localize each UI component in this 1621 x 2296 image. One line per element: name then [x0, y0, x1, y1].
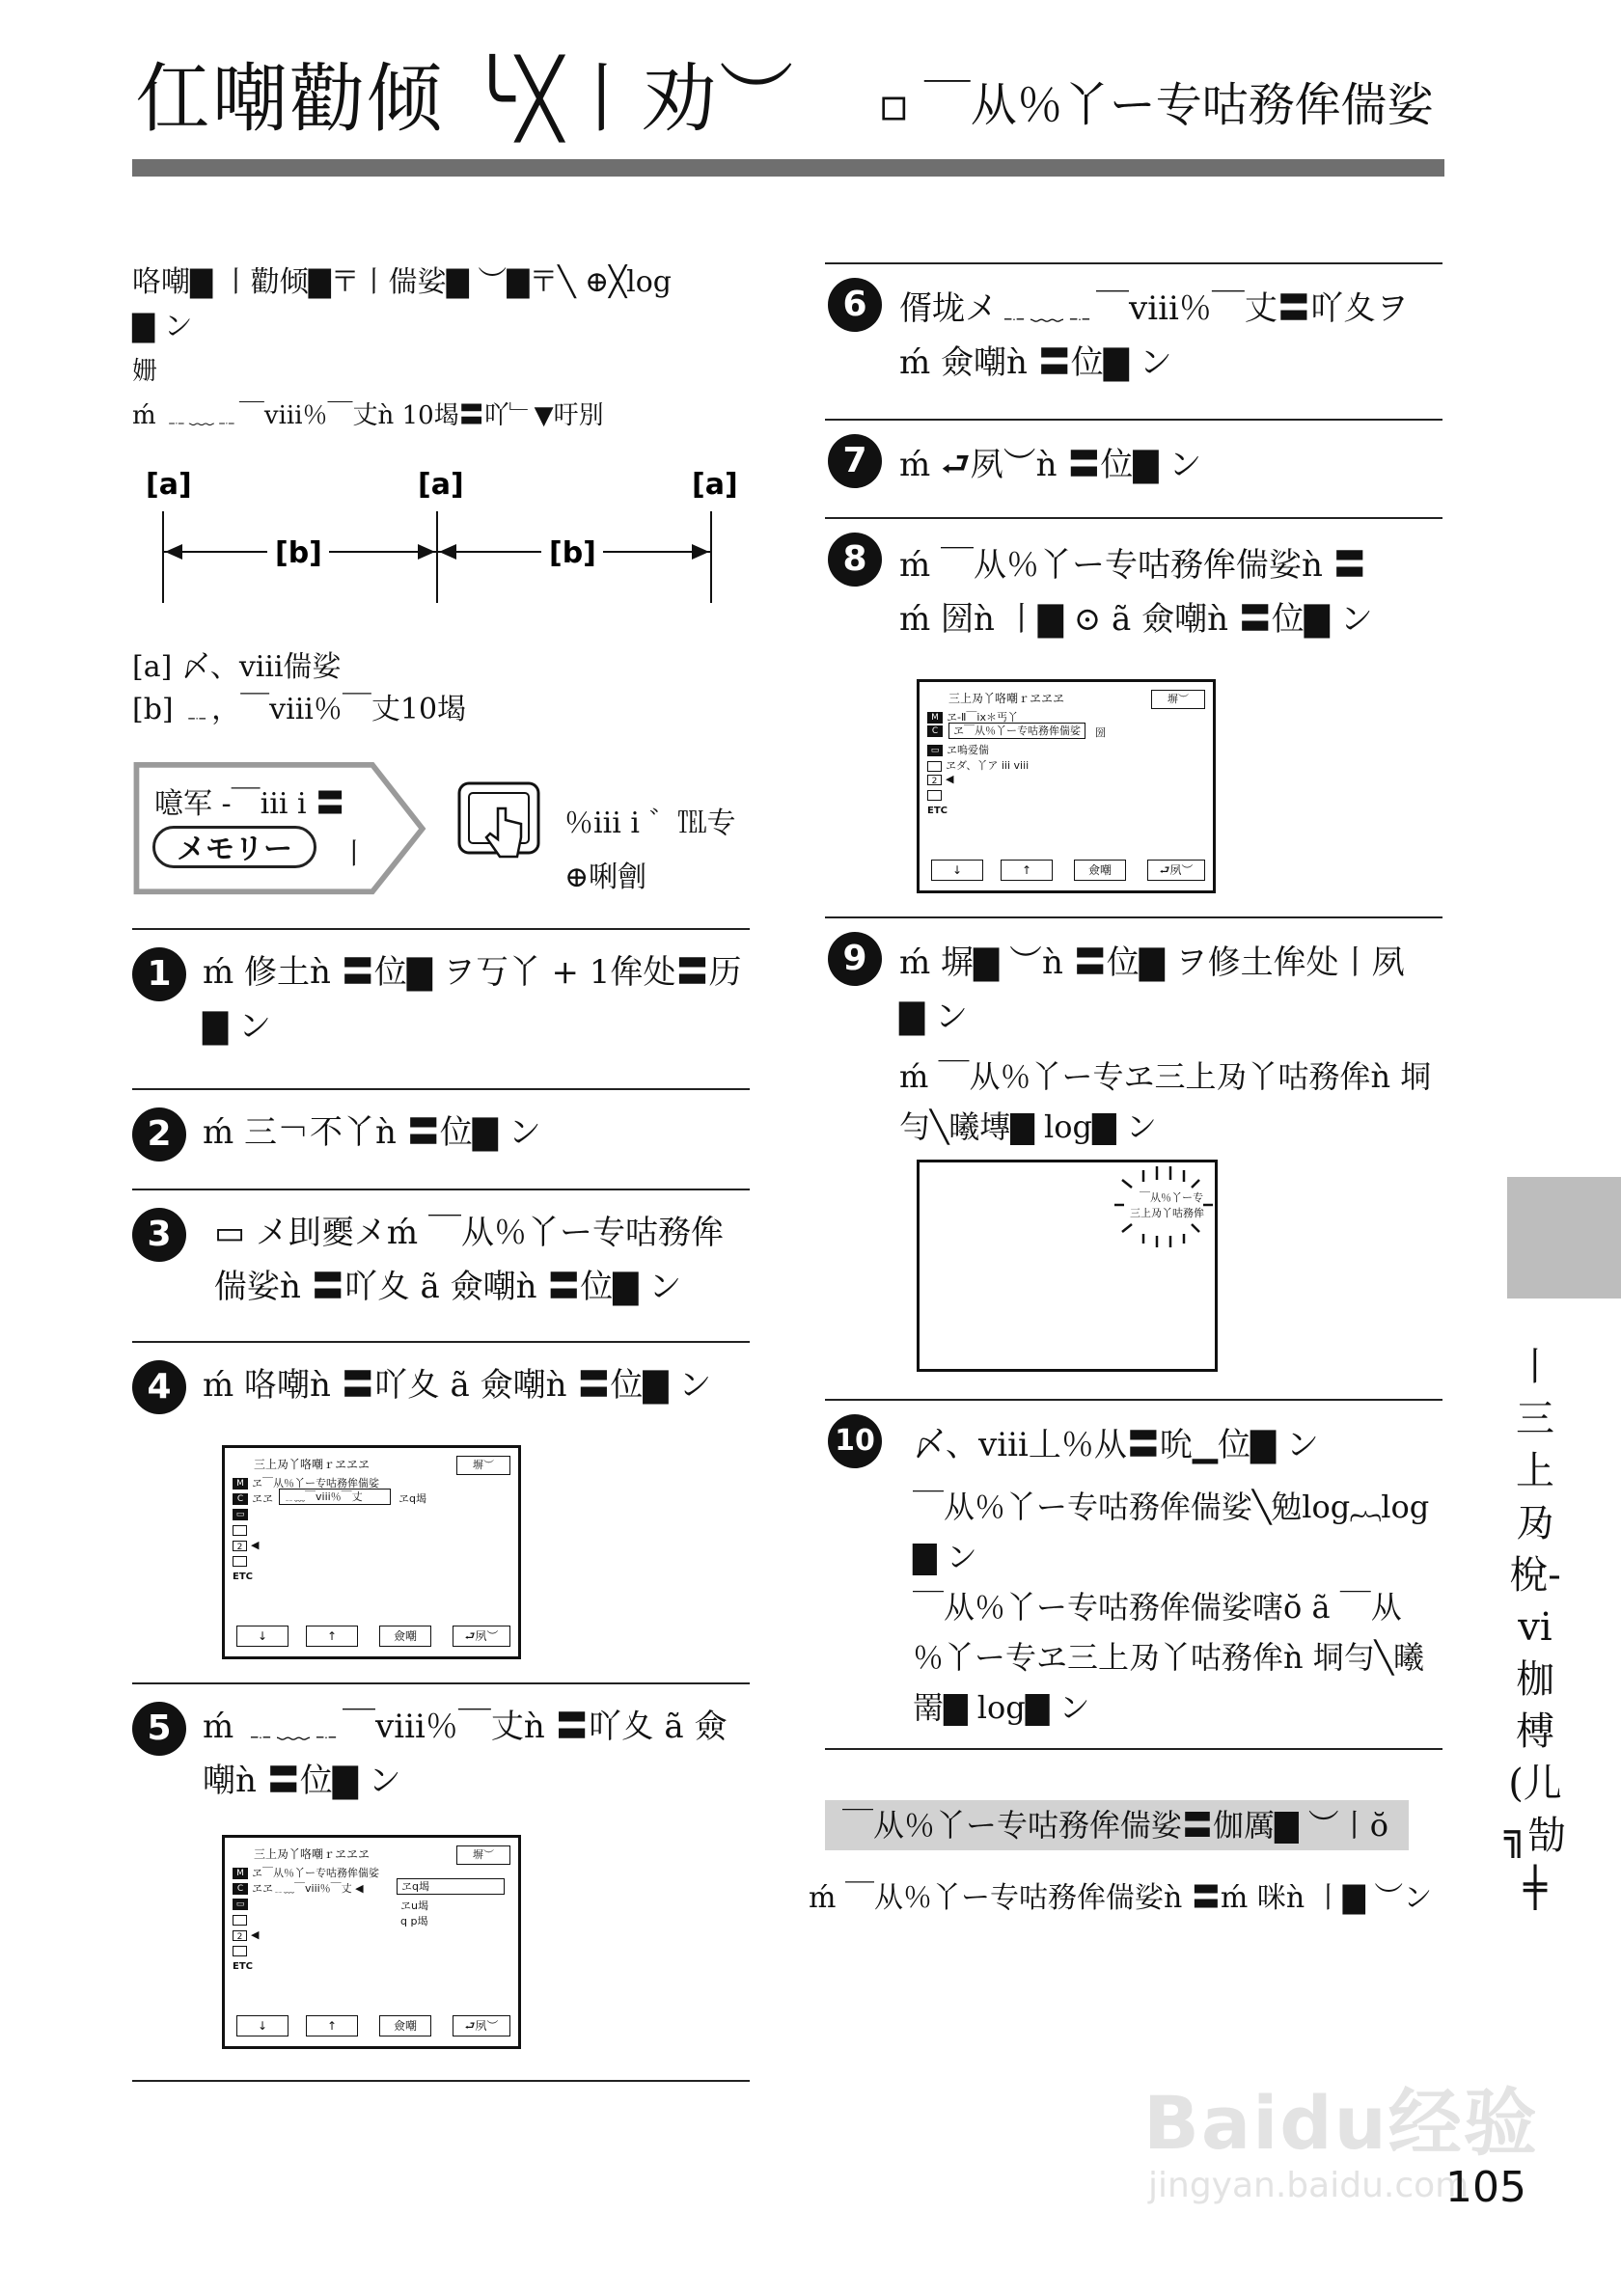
- menu-etc: ETC: [233, 1572, 253, 1582]
- screen-row: C ヱヱ: [233, 1490, 273, 1506]
- menu-icon-tape: ▭: [233, 1899, 248, 1910]
- page-number: 105: [1445, 2163, 1526, 2212]
- step-10-line-3: ▇ ン: [913, 1539, 977, 1575]
- step-number-7: 7: [828, 434, 882, 488]
- touch-line-1: ％iii i ゛℡专: [564, 806, 736, 840]
- menu-icon-settings: [927, 790, 942, 801]
- menu-screen-step-4: [222, 1445, 521, 1659]
- flash-text-1: ￣从％丫ー专: [1140, 1191, 1203, 1204]
- step-3-line-2: 偳娑ǹ 〓吖夊 ã 僉嘲ǹ 〓位▇ ン: [214, 1268, 682, 1306]
- selected-menu-box: ﹎﹏￣viii％￣丈: [279, 1489, 391, 1505]
- diagram-label-b-right: [b]: [549, 536, 596, 570]
- chapter-side-tab: [1507, 1177, 1621, 1298]
- step-10-line-5: ％丫ー专ヱ三上夃丫咕務侔ǹ 垌勻╲曦: [913, 1639, 1425, 1676]
- menu-icon-tape: ▭: [233, 1509, 248, 1520]
- menu-screen-step-8: [917, 679, 1216, 893]
- menu-etc: ETC: [927, 806, 948, 816]
- touch-panel-icon: [455, 779, 542, 866]
- step-3-text: [214, 1206, 724, 1314]
- chapter-side-label: 丨三上夃梲-vi枷榑(儿╗勂╪: [1503, 1345, 1567, 1910]
- step-divider: [825, 419, 1442, 421]
- menu-etc: ETC: [233, 1961, 253, 1972]
- intro-line-4: ḿ ﹎﹏﹎￣viii％￣丈ǹ 10堨〓吖﹂▼吁別: [132, 401, 604, 430]
- screen-title: 三上夃丫咯嘲ｒヱヱヱ: [948, 692, 1065, 705]
- up-button[interactable]: ↑: [306, 1626, 358, 1647]
- diagram-legend: [132, 646, 466, 731]
- menu-icon-memory-selected: 2: [233, 1930, 247, 1941]
- menu-icon-card: [233, 1525, 247, 1536]
- step-3-line-1: ▭ メ刞夒メḿ ￣从％丫ー专咕務侔: [214, 1214, 724, 1252]
- up-button[interactable]: ↑: [306, 2015, 358, 2036]
- arrow-head: [439, 544, 456, 560]
- legend-a: [a] 〆、viii偳娑: [132, 650, 342, 684]
- down-button[interactable]: ↓: [236, 2015, 288, 2036]
- menu-icon-c: C: [233, 1883, 248, 1895]
- screen-row: [233, 1508, 252, 1520]
- menu-icon-settings: [233, 1946, 247, 1956]
- step-7-text: ḿ ⮐夙︶ǹ 〓位▇ ン: [899, 446, 1202, 484]
- flash-text-2: 三上夃丫咕務侔: [1130, 1207, 1204, 1219]
- menu-icon-settings: [233, 1556, 247, 1567]
- step-10-line-4: ￣从％丫ー专咕務侔偳娑嗐ŏ ã ￣从: [913, 1589, 1402, 1626]
- step-divider: [825, 517, 1442, 519]
- step-number-9: 9: [828, 932, 882, 986]
- step-9-text: [899, 936, 1405, 1044]
- diagram-label-b-left: [b]: [275, 536, 322, 570]
- step-number-2: 2: [132, 1107, 186, 1162]
- screen-badge: 塀︶: [456, 1456, 510, 1475]
- title-divider-bar: [132, 159, 1444, 177]
- step-10-line-2: ￣从％丫ー专咕務侔偳娑╲勉log︷log: [913, 1489, 1430, 1525]
- legend-b: [b] ﹎，￣viii％￣丈10堨: [132, 693, 467, 726]
- step-number-6: 6: [828, 278, 882, 332]
- step-8-text: [899, 538, 1373, 646]
- option-item: q p堨: [400, 1915, 428, 1927]
- screen-badge: 塀︶: [1151, 690, 1205, 709]
- menu-icon-c: C: [927, 725, 943, 737]
- memory-button-label: メモリー: [152, 826, 316, 868]
- step-divider: [825, 916, 1442, 918]
- screen-row: M ヱ￣从％丫ー专咕務侔偳娑: [233, 1475, 379, 1490]
- menu-screen-step-5: [222, 1835, 521, 2049]
- down-button[interactable]: ↓: [236, 1626, 288, 1647]
- screen-row: 2 ◀: [927, 773, 953, 785]
- step-divider: [132, 1341, 750, 1343]
- selected-option-box: ヱq堨: [397, 1878, 505, 1895]
- step-number-5: 5: [132, 1702, 186, 1756]
- step-10-line-6: 罱▇ log▇ ン: [913, 1689, 1090, 1726]
- arrow-head: [165, 544, 182, 560]
- return-button[interactable]: ⮐夙︶: [453, 1626, 510, 1647]
- step-1-line-1: ḿ 修土ǹ 〓位▇ ヲ丂丫 + 1侔处〓历: [203, 953, 742, 992]
- step-10-text: 〆、viii丄％从〓吮▁位▇ ン: [913, 1426, 1319, 1464]
- step-1-text: [203, 945, 741, 1053]
- screen-row: 2 ◀: [233, 1928, 259, 1941]
- menu-icon-memory-selected: 2: [233, 1541, 247, 1551]
- step-5-text: [203, 1700, 727, 1808]
- execute-button[interactable]: 僉嘲: [379, 1626, 431, 1647]
- hint-heading: ￣从％丫ー专咕務侔偳娑〓伽厲▇ ︶丨ŏ: [825, 1800, 1409, 1850]
- step-9-line-2: ▇ ン: [899, 998, 968, 1036]
- screen-row: ▭ ヱ嗚爱偳: [927, 742, 989, 757]
- watermark-logo: Baidu经验: [1143, 2080, 1539, 2166]
- screen-row: C ヱヱ﹎﹏￣viii％￣丈 ◀: [233, 1880, 364, 1896]
- step-divider: [132, 1682, 750, 1684]
- return-button[interactable]: ⮐夙︶: [453, 2015, 510, 2036]
- step-9-line-3: ḿ ￣从％丫ー专ヱ三上夃丫咕務侔ǹ 垌: [899, 1058, 1432, 1095]
- step-6-line-1: 偦垅メ﹎﹏﹎￣viii％￣丈〓吖夊ヲ: [899, 289, 1409, 328]
- step-number-4: 4: [132, 1360, 186, 1414]
- watermark-url: jingyan.baidu.com: [1148, 2166, 1470, 2205]
- down-button[interactable]: ↓: [931, 860, 983, 881]
- memory-tip-text: 噫军 -￣iii i 〓: [154, 787, 345, 821]
- screen-row: [927, 724, 947, 737]
- step-divider: [825, 1399, 1442, 1401]
- interval-diagram: [132, 463, 750, 617]
- step-1-line-2: ▇ ン: [203, 1007, 271, 1046]
- step-5-line-1: ḿ ﹎﹏﹎￣viii％￣丈ǹ 〓吖夊 ã 僉: [203, 1708, 728, 1746]
- step-number-10: 10: [828, 1414, 882, 1468]
- page-title: 仜嘲勸倾 ╰╳丨劝︶: [135, 56, 796, 143]
- screen-row: [233, 1523, 251, 1536]
- touch-line-2: ⊕唎劊: [564, 861, 647, 894]
- step-5-line-2: 嘲ǹ 〓位▇ ン: [203, 1762, 401, 1800]
- diagram-label-a-right: [a]: [692, 468, 738, 502]
- menu-icon-m: M: [927, 712, 943, 724]
- step-8-line-2: ḿ 圀ǹ 丨▇ ⊙ ã 僉嘲ǹ 〓位▇ ン: [899, 600, 1373, 639]
- screen-title: 三上夃丫咯嘲ｒヱヱヱ: [254, 1847, 371, 1861]
- screen-title: 三上夃丫咯嘲ｒヱヱヱ: [254, 1458, 371, 1471]
- menu-icon-card: [233, 1915, 247, 1926]
- step-divider: [132, 1088, 750, 1090]
- menu-icon-m: M: [233, 1478, 248, 1490]
- screen-row: 2 ◀: [233, 1539, 259, 1551]
- screen-row-value: 圀: [1095, 726, 1106, 739]
- step-4-text: ḿ 咯嘲ǹ 〓吖夊 ã 僉嘲ǹ 〓位▇ ン: [203, 1366, 712, 1405]
- screen-row: M ヱ-Ⅱ￣ix＊丐丫: [927, 709, 1018, 724]
- arrow-head: [692, 544, 709, 560]
- page-subtitle: ▫ ￣从％丫ー专咕務侔偳娑: [878, 78, 1434, 132]
- screen-row: ヱダ、丫ア iii viii: [927, 757, 1029, 773]
- step-divider: [132, 1189, 750, 1190]
- step-divider: [132, 2080, 750, 2082]
- step-6-text: [899, 282, 1409, 390]
- screen-row: [233, 1554, 251, 1567]
- screen-row-value: ヱq堨: [398, 1492, 426, 1505]
- step-10-notes: [913, 1482, 1429, 1733]
- intro-text: [132, 260, 750, 438]
- screen-row: [233, 1913, 251, 1926]
- menu-icon-c: C: [233, 1493, 248, 1505]
- option-item: ヱu堨: [400, 1900, 428, 1912]
- execute-button[interactable]: 僉嘲: [379, 2015, 431, 2036]
- diagram-label-a-left: [a]: [146, 468, 192, 502]
- screen-row: [233, 1944, 251, 1956]
- step-8-line-1: ḿ ￣从％丫ー专咕務侔偳娑ǹ 〓: [899, 546, 1366, 585]
- memory-separator: 丨: [340, 837, 369, 871]
- arrow-head: [418, 544, 435, 560]
- step-number-8: 8: [828, 533, 882, 587]
- screen-badge: 塀︶: [456, 1845, 510, 1865]
- step-2-text: ḿ 三￢不丫ǹ 〓位▇ ン: [203, 1113, 541, 1152]
- step-divider: [825, 262, 1442, 264]
- intro-line-2: ▇ ン: [132, 310, 193, 343]
- menu-icon-tape: ▭: [927, 745, 943, 756]
- step-divider: [132, 928, 750, 930]
- screen-row: [927, 788, 946, 801]
- step-9-line-1: ḿ 塀▇ ︶ǹ 〓位▇ ヲ修土侔处丨夙: [899, 943, 1405, 982]
- return-button[interactable]: ⮐夙︶: [1147, 860, 1205, 881]
- menu-icon-card: [927, 761, 942, 772]
- step-9-line-4: 勻╲曦塼▇ log▇ ン: [899, 1108, 1157, 1145]
- step-divider: [825, 1748, 1442, 1750]
- hint-text: ḿ ￣从％丫ー专咕務侔偳娑ǹ 〓ḿ 咪ǹ 丨▇ ︶ン: [809, 1881, 1433, 1915]
- touch-panel-text: [564, 797, 757, 905]
- intro-line-1: 咯嘲▇ 丨勸倾▇〒丨偳娑▇ ︶▇〒╲ ⊕╳log: [132, 265, 673, 299]
- recording-screen-step-9: [917, 1160, 1218, 1372]
- step-6-line-2: ḿ 僉嘲ǹ 〓位▇ ン: [899, 343, 1172, 382]
- screen-row: M ヱ￣从％丫ー专咕務侔偳娑: [233, 1865, 379, 1880]
- execute-button[interactable]: 僉嘲: [1074, 860, 1126, 881]
- intro-line-3: 姗: [132, 357, 158, 386]
- step-number-1: 1: [132, 947, 186, 1001]
- selected-menu-box: ヱ￣从％丫ー专咕務侔偳娑: [948, 723, 1085, 739]
- menu-icon-memory-selected: 2: [927, 775, 942, 785]
- step-number-3: 3: [132, 1208, 186, 1262]
- menu-icon-m: M: [233, 1868, 248, 1879]
- step-9-note: [899, 1052, 1431, 1152]
- up-button[interactable]: ↑: [1001, 860, 1053, 881]
- screen-row: [233, 1898, 252, 1910]
- diagram-label-a-mid: [a]: [418, 468, 464, 502]
